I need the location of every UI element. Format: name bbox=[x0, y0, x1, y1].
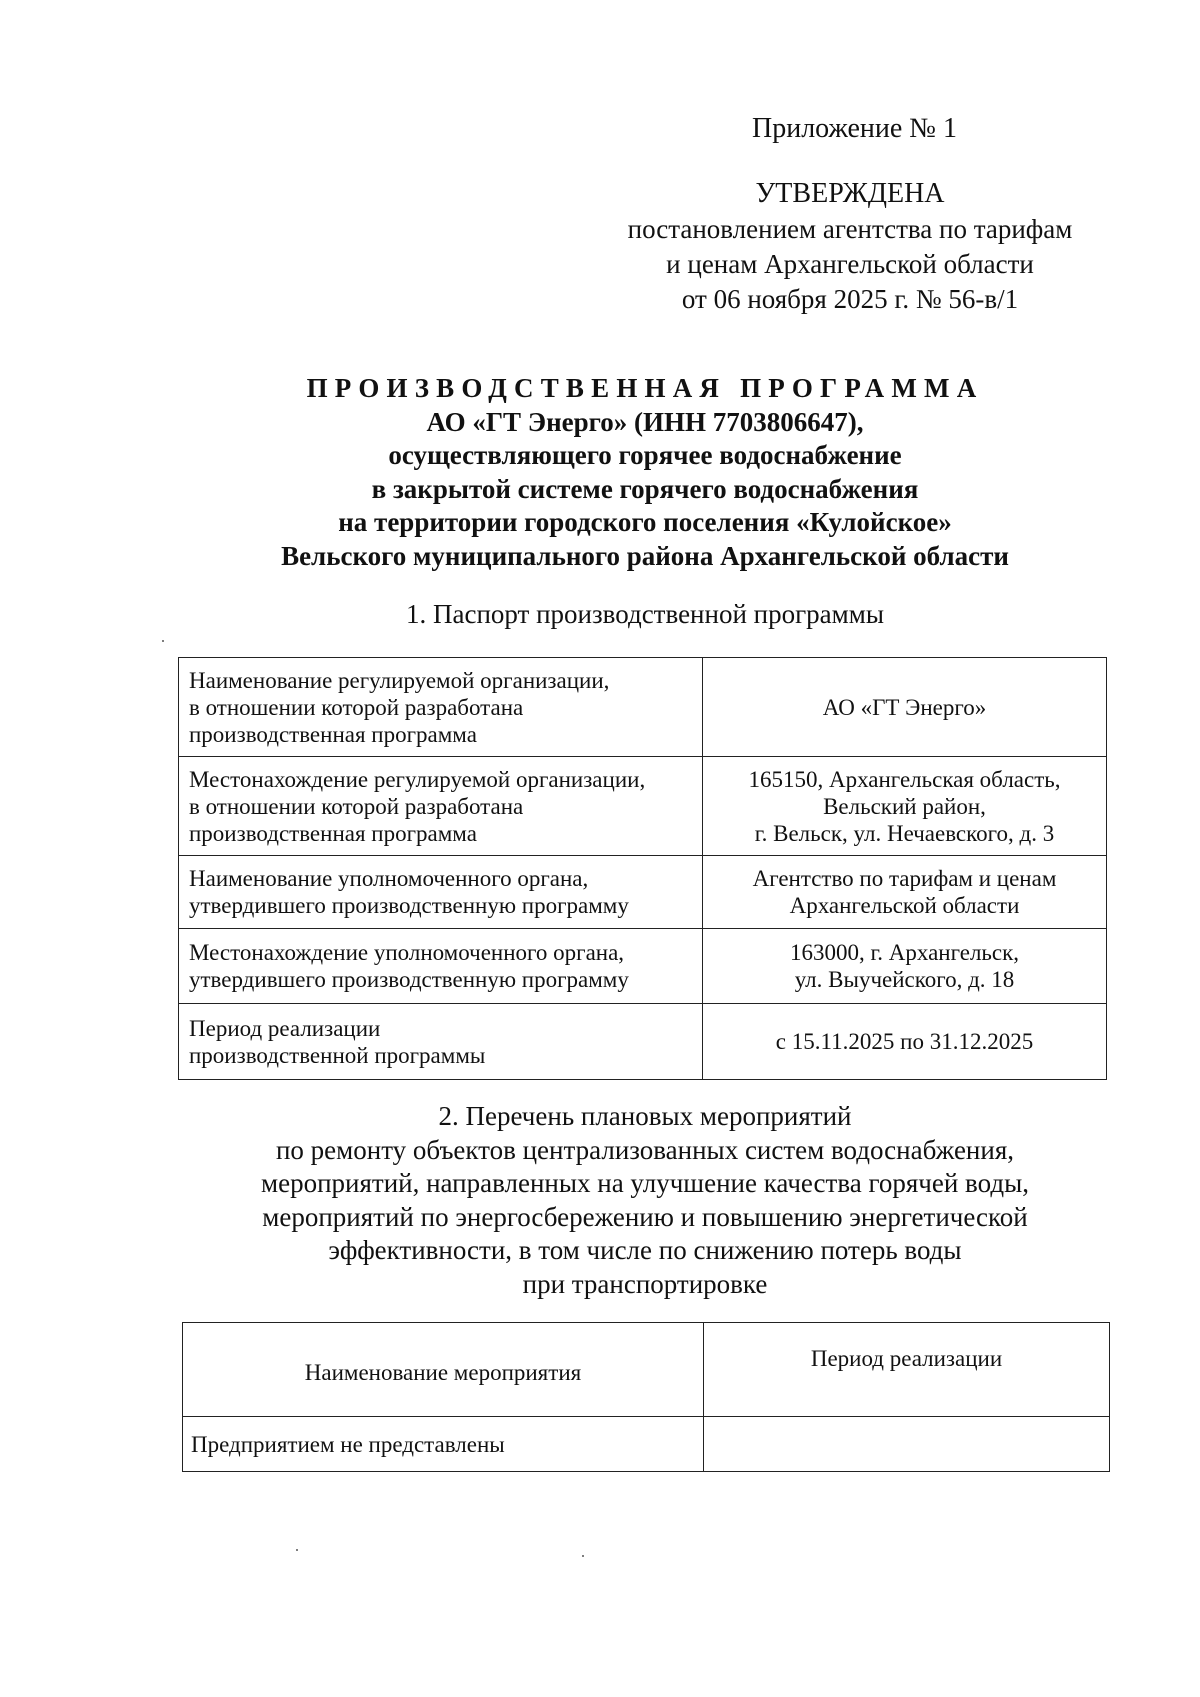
approval-date-line: от 06 ноября 2025 г. № 56-в/1 bbox=[681, 284, 1019, 314]
cell-line: Архангельской области bbox=[789, 893, 1020, 918]
section2-heading bbox=[160, 1100, 1130, 1301]
title-line: на территории городского поселения «Кулойское» bbox=[338, 507, 952, 537]
table-header-row bbox=[183, 1323, 1110, 1417]
cell-line: Период реализации bbox=[189, 1015, 381, 1041]
cell-line: производственной программы bbox=[189, 1042, 486, 1068]
cell-line: производственная программа bbox=[189, 820, 477, 846]
passport-table bbox=[178, 657, 1107, 1080]
table-row bbox=[179, 856, 1107, 929]
title-line: АО «ГТ Энерго» (ИНН 7703806647), bbox=[426, 406, 864, 437]
cell-line: в отношении которой разработана bbox=[189, 793, 524, 819]
appendix-label: Приложение № 1 bbox=[752, 113, 957, 144]
cell-line: Местонахождение уполномоченного органа, bbox=[189, 940, 625, 965]
cell-line: производственная программа bbox=[189, 721, 477, 747]
heading-line: эффективности, в том числе по снижению потерь воды bbox=[328, 1235, 962, 1265]
passport-value bbox=[703, 757, 1107, 856]
passport-value bbox=[703, 856, 1107, 929]
cell-line: с 15.11.2025 по 31.12.2025 bbox=[775, 1029, 1034, 1054]
cell-line: АО «ГТ Энерго» bbox=[822, 694, 987, 720]
cell-line: Вельский район, bbox=[823, 793, 986, 819]
heading-line: мероприятий, направленных на улучшение качества горячей воды, bbox=[261, 1168, 1029, 1198]
title-line: в закрытой системе горячего водоснабжения bbox=[371, 473, 919, 504]
cell-line: 163000, г. Архангельск, bbox=[789, 940, 1020, 965]
cell-line: утвердившего производственную программу bbox=[189, 967, 629, 992]
cell-line: Наименование регулируемой организации, bbox=[189, 667, 610, 693]
measure-period-cell bbox=[704, 1417, 1110, 1472]
heading-line: по ремонту объектов централизованных систем водоснабжения, bbox=[275, 1134, 1015, 1165]
passport-label bbox=[179, 856, 703, 929]
section1-heading: 1. Паспорт производственной программы bbox=[406, 599, 884, 629]
passport-value bbox=[703, 1004, 1107, 1080]
passport-label bbox=[179, 1004, 703, 1080]
scan-speck bbox=[296, 1549, 298, 1551]
passport-label bbox=[179, 929, 703, 1004]
passport-value bbox=[703, 658, 1107, 757]
scan-speck bbox=[162, 640, 164, 642]
cell-line: г. Вельск, ул. Нечаевского, д. 3 bbox=[754, 820, 1055, 846]
measure-name-cell: Предприятием не представлены bbox=[183, 1417, 704, 1472]
heading-line: мероприятий по энергосбережению и повышению энергетической bbox=[262, 1201, 1028, 1232]
approved-word: УТВЕРЖДЕНА bbox=[755, 178, 945, 209]
measures-table bbox=[182, 1322, 1110, 1472]
approval-block bbox=[600, 176, 1100, 317]
cell-line: Агентство по тарифам и ценам bbox=[752, 866, 1057, 891]
heading-line: при транспортировке bbox=[522, 1268, 768, 1299]
program-title bbox=[160, 372, 1130, 573]
scan-speck bbox=[582, 1555, 584, 1557]
passport-label bbox=[179, 658, 703, 757]
approval-line: и ценам Архангельской области bbox=[666, 249, 1034, 279]
table-row bbox=[179, 757, 1107, 856]
cell-line: утвердившего производственную программу bbox=[189, 893, 629, 918]
table-row bbox=[179, 929, 1107, 1004]
passport-label bbox=[179, 757, 703, 856]
heading-line: 2. Перечень плановых мероприятий bbox=[438, 1101, 852, 1131]
passport-value bbox=[703, 929, 1107, 1004]
approval-line: постановлением агентства по тарифам bbox=[627, 214, 1073, 244]
column-header-period: Период реализации bbox=[704, 1323, 1110, 1417]
cell-line: Местонахождение регулируемой организации, bbox=[189, 766, 646, 792]
cell-line: в отношении которой разработана bbox=[189, 694, 524, 720]
cell-line: ул. Выучейского, д. 18 bbox=[794, 967, 1015, 992]
table-row bbox=[179, 658, 1107, 757]
title-line: Вельского муниципального района Архангельской области bbox=[281, 540, 1009, 571]
cell-line: 165150, Архангельская область, bbox=[748, 766, 1061, 792]
title-line: осуществляющего горячее водоснабжение bbox=[388, 440, 902, 470]
title-line: ПРОИЗВОДСТВЕННАЯ ПРОГРАММА bbox=[306, 373, 984, 403]
column-header-name: Наименование мероприятия bbox=[183, 1323, 704, 1417]
table-row bbox=[179, 1004, 1107, 1080]
cell-line: Наименование уполномоченного органа, bbox=[189, 866, 589, 891]
table-row bbox=[183, 1417, 1110, 1472]
